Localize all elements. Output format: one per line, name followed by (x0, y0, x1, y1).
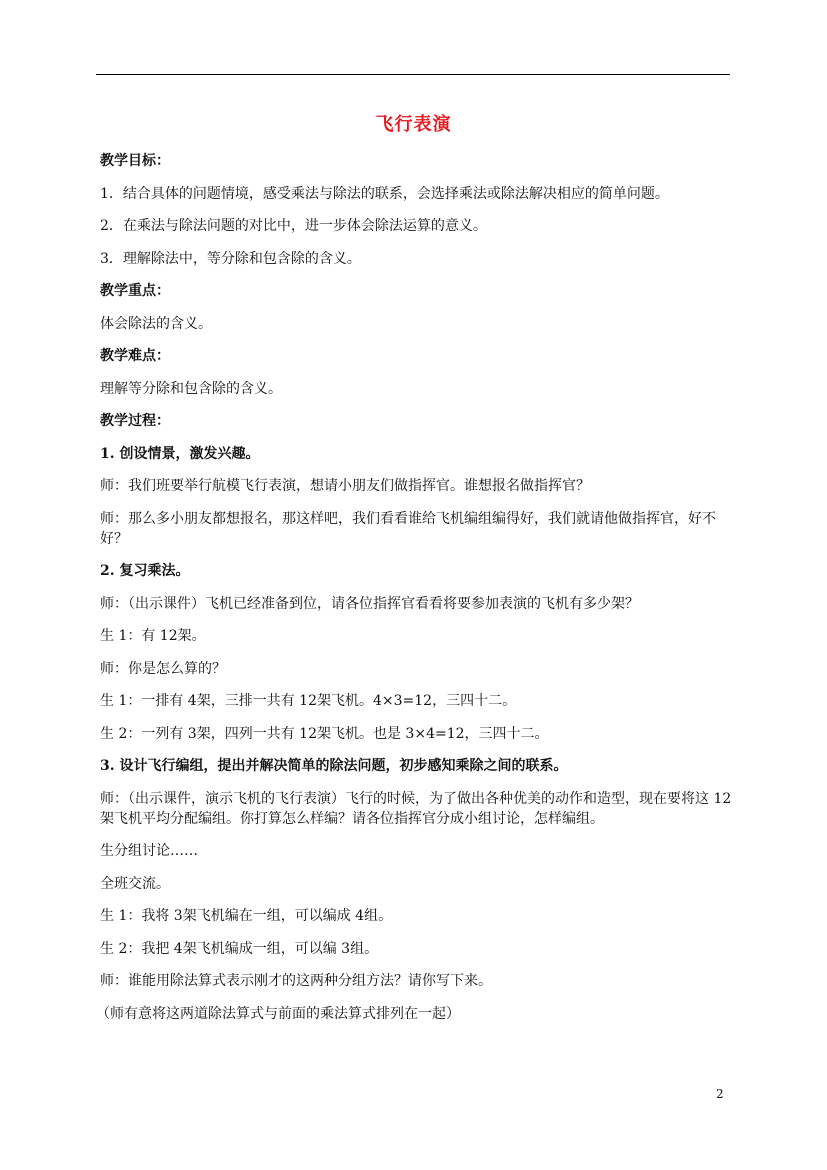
paragraph: 师：谁能用除法算式表示刚才的这两种分组方法？请你写下来。 (100, 973, 492, 989)
paragraph: 生 1：有 12架。 (100, 628, 206, 644)
paragraph: 生 1：一排有 4架，三排一共有 12架飞机。4×3=12，三四十二。 (100, 693, 517, 709)
objective-1: 1．结合具体的问题情境，感受乘法与除法的联系，会选择乘法或除法解决相应的简单问题。 (100, 185, 669, 202)
paragraph: （师有意将这两道除法算式与前面的乘法算式排列在一起） (96, 1005, 460, 1022)
paragraph: 师：（出示课件，演示飞机的飞行表演）飞行的时候，为了做出各种优美的动作和造型，现在要将这 12架飞机平均分配编组。你打算怎么样编？请各位指挥官分成小组讨论，怎样编组。 (100, 790, 732, 827)
paragraph: 生 2：我把 4架飞机编成一组，可以编 3组。 (100, 940, 379, 957)
section-3-heading: 3. 设计飞行编组，提出并解决简单的除法问题，初步感知乘除之间的联系。 (100, 758, 568, 774)
heading-objectives: 教学目标： (100, 153, 170, 169)
header-rule (96, 74, 730, 75)
paragraph: 师：我们班要举行航模飞行表演，想请小朋友们做指挥官。谁想报名做指挥官？ (100, 478, 590, 494)
heading-process: 教学过程： (100, 413, 170, 429)
objective-2: 2．在乘法与除法问题的对比中，进一步体会除法运算的意义。 (100, 218, 487, 234)
section-1-heading: 1. 创设情景，激发兴趣。 (100, 445, 260, 462)
document-title: 飞行表演 (375, 114, 452, 135)
difficulty-text: 理解等分除和包含除的含义。 (100, 380, 282, 397)
heading-key-points: 教学重点： (100, 283, 170, 299)
key-point-text: 体会除法的含义。 (100, 315, 212, 332)
heading-difficulties: 教学难点： (100, 348, 170, 364)
paragraph: 师：（出示课件）飞机已经准备到位，请各位指挥官看看将要参加表演的飞机有多少架？ (100, 595, 639, 612)
paragraph: 生 2：一列有 3架，四列一共有 12架飞机。也是 3×4=12，三四十二。 (100, 725, 549, 742)
page-number: 2 (716, 1087, 724, 1101)
paragraph: 全班交流。 (100, 875, 170, 892)
paragraph: 生 1：我将 3架飞机编在一组，可以编成 4组。 (100, 908, 393, 924)
section-2-heading: 2. 复习乘法。 (100, 563, 190, 579)
paragraph: 师：你是怎么算的？ (100, 660, 226, 677)
objective-3: 3．理解除法中，等分除和包含除的含义。 (100, 250, 361, 267)
document-body (96, 151, 732, 1036)
paragraph: 师：那么多小朋友都想报名，那这样吧，我们看看谁给飞机编组编得好，我们就请他做指挥官，好不好？ (100, 510, 716, 547)
paragraph: 生分组讨论…… (100, 843, 198, 859)
